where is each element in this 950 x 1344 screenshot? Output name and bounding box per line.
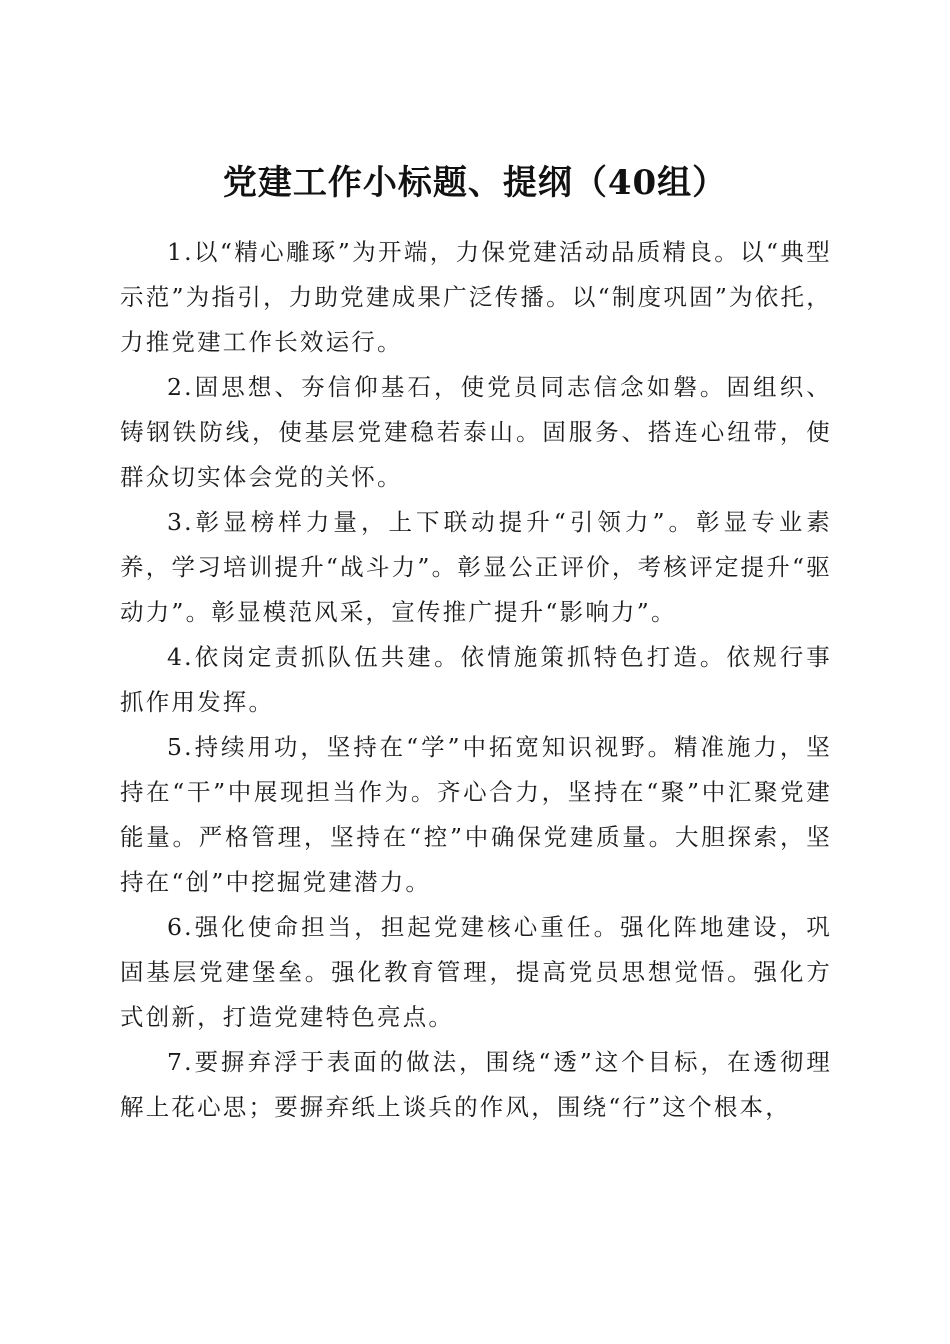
paragraph-4: 4.依岗定责抓队伍共建。依情施策抓特色打造。依规行事抓作用发挥。 <box>120 643 832 716</box>
document-body <box>120 230 832 1130</box>
paragraph-6: 6.强化使命担当，担起党建核心重任。强化阵地建设，巩固基层党建堡垒。强化教育管理，提高党员思想觉悟。强化方式创新，打造党建特色亮点。 <box>120 913 832 1031</box>
paragraph-7: 7.要摒弃浮于表面的做法，围绕“透”这个目标，在透彻理解上花心思；要摒弃纸上谈兵的作风，围绕“行”这个根本， <box>120 1048 832 1121</box>
paragraph-3: 3.彰显榜样力量，上下联动提升“引领力”。彰显专业素养，学习培训提升“战斗力”。彰显公正评价，考核评定提升“驱动力”。彰显模范风采，宣传推广提升“影响力”。 <box>120 508 832 626</box>
document-title: 党建工作小标题、提纲（40组） <box>222 162 728 203</box>
paragraph-1: 1.以“精心雕琢”为开端，力保党建活动品质精良。以“典型示范”为指引，力助党建成果广泛传播。以“制度巩固”为依托，力推党建工作长效运行。 <box>120 238 832 356</box>
paragraph-5: 5.持续用功，坚持在“学”中拓宽知识视野。精准施力，坚持在“干”中展现担当作为。齐心合力，坚持在“聚”中汇聚党建能量。严格管理，坚持在“控”中确保党建质量。大胆探索，坚持在“创”中挖掘党建潜力。 <box>120 733 832 896</box>
paragraph-2: 2.固思想、夯信仰基石，使党员同志信念如磐。固组织、铸钢铁防线，使基层党建稳若泰山。固服务、搭连心纽带，使群众切实体会党的关怀。 <box>120 373 832 491</box>
